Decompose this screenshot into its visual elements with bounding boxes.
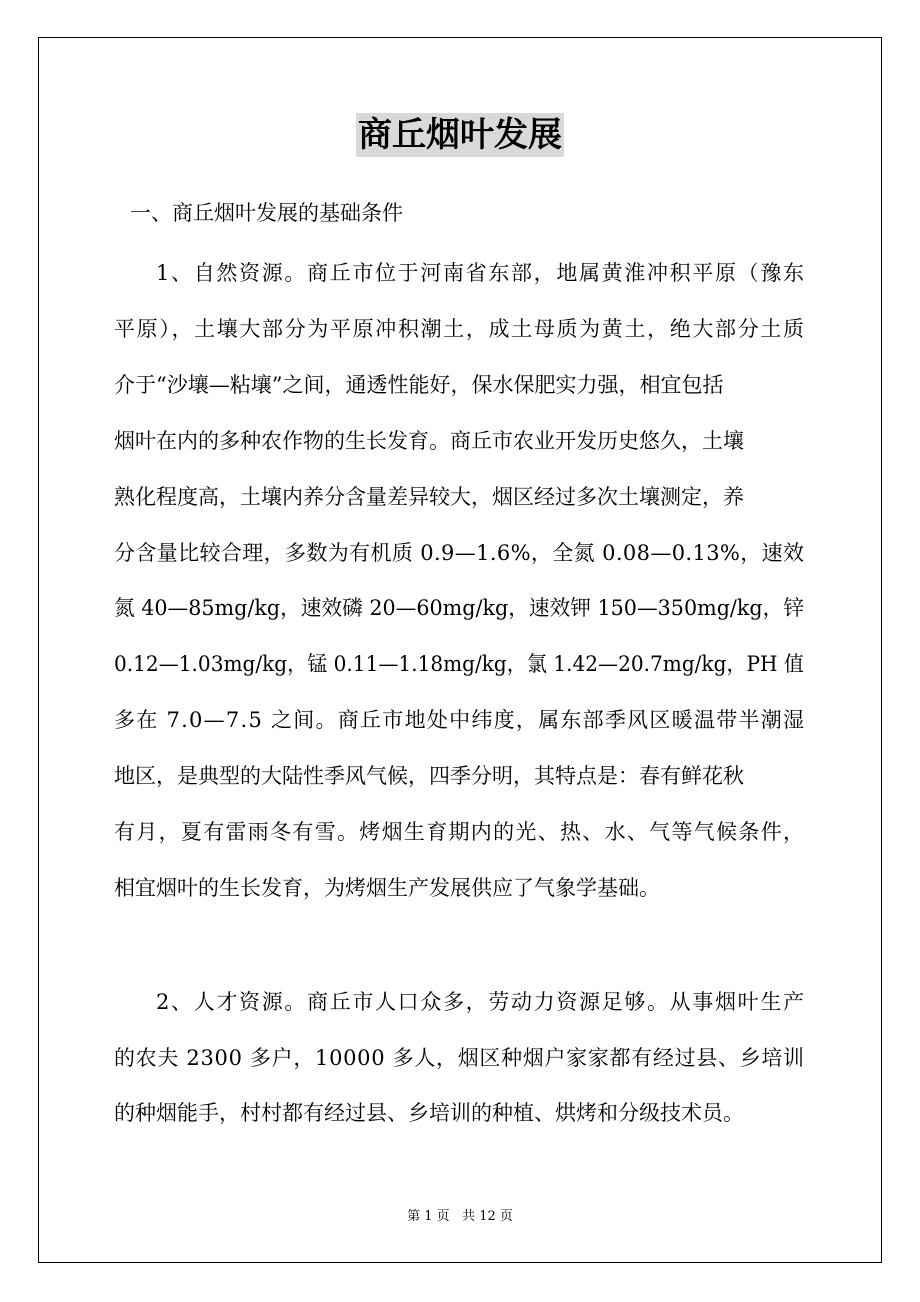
section-heading: 一、商丘烟叶发展的基础条件 (130, 201, 403, 225)
paragraph-line: 2、人才资源。商丘市人口众多，劳动力资源足够。从事烟叶生产 (156, 990, 806, 1014)
paragraph-line: 氮 40—85mg/kg，速效磷 20—60mg/kg，速效钾 150—350mg/kg，锌 (114, 596, 805, 621)
paragraph-line: 有月，夏有雷雨冬有雪。烤烟生育期内的光、热、水、气等气候条件， (114, 820, 806, 844)
paragraph-line: 平原），土壤大部分为平原冲积潮土，成土母质为黄土，绝大部分土质 (114, 316, 806, 341)
paragraph-line: 地区，是典型的大陆性季风气候，四季分明，其特点是：春有鲜花秋 (114, 764, 744, 789)
paragraph-line: 的农夫 2300 多户，10000 多人，烟区种烟户家家都有经过县、乡培训 (114, 1045, 805, 1070)
paragraph-line: 0.12—1.03mg/kg，锰 0.11—1.18mg/kg，氯 1.42—20.7mg/kg，PH 值 (114, 652, 804, 677)
title-container (0, 113, 920, 157)
page-footer: 第 1 页 共 12 页 (407, 1209, 513, 1224)
paragraph-line: 的种烟能手，村村都有经过县、乡培训的种植、烘烤和分级技术员。 (114, 1101, 744, 1125)
paragraph-line: 分含量比较合理，多数为有机质 0.9—1.6%，全氮 0.08—0.13%，速效 (114, 540, 805, 565)
paragraph-line: 多在 7.0—7.5 之间。商丘市地处中纬度，属东部季风区暖温带半潮湿 (114, 708, 806, 733)
paragraph-line: 烟叶在内的多种农作物的生长发育。商丘市农业开发历史悠久，土壤 (114, 428, 744, 453)
paragraph-line: 1、自然资源。商丘市位于河南省东部，地属黄淮冲积平原（豫东 (156, 261, 806, 285)
paragraph-line: 熟化程度高，土壤内养分含量差异较大，烟区经过多次土壤测定，养 (114, 484, 744, 509)
document-title: 商丘烟叶发展 (358, 115, 562, 155)
paragraph-line: 相宜烟叶的生长发育，为烤烟生产发展供应了气象学基础。 (114, 875, 660, 900)
paragraph-line: 介于“沙壤—粘壤”之间，通透性能好，保水保肥实力强，相宜包括 (114, 372, 724, 397)
